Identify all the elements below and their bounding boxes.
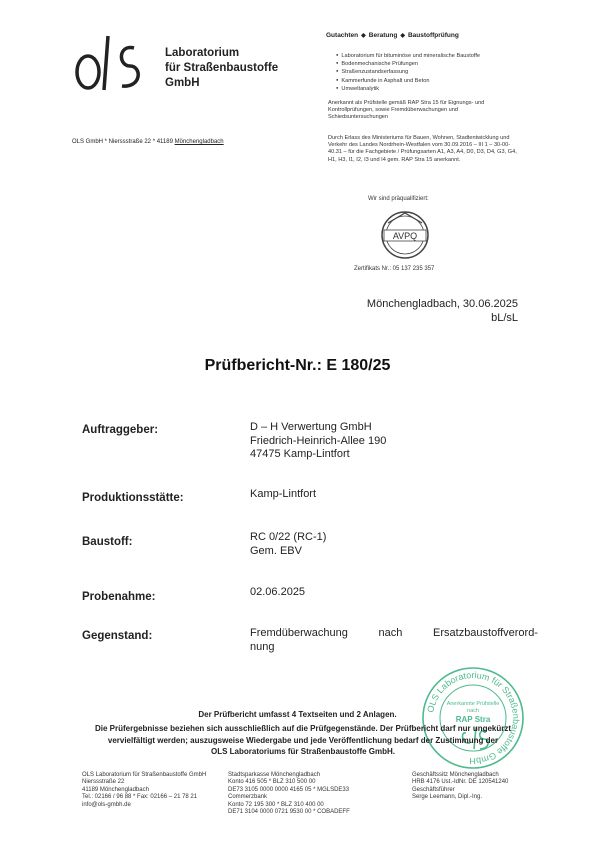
services-line: Gutachten ◆ Beratung ◆ Baustoffprüfung [326,32,459,39]
sender-address-line: OLS GmbH * Nierssstraße 22 * 41189 Mönchengladbach [72,139,224,145]
sampling-value: 02.06.2025 [250,586,306,598]
prequalified-label: Wir sind präqualifiziert: [368,196,429,202]
page-count-note: Der Prüfbericht umfasst 4 Textseiten und 2 Anlagen. [198,710,397,719]
client-address: D – H Verwertung GmbH Friedrich-Heinrich-Allee 190 47475 Kamp-Lintfort [250,421,387,460]
diamond-icon: ◆ [361,33,366,39]
stamp-inner-text: RAP Stra [455,715,491,724]
sampling-label: Probenahme: [82,591,156,603]
list-item: ● Kammerfunde in Asphalt und Beton [336,77,480,85]
ols-logo [74,32,162,94]
diamond-icon: ◆ [400,33,405,39]
footer-bank: Stadtsparkasse Mönchengladbach Konto 416 505 * BLZ 310 500 00 DE73 3105 0000 0000 4165 05 * MGLSDE33 Commerzbank Konto 72 195 300 * BLZ 310 400 00 DE71 3104 0000 0721 9530 00 * COBADEFF [228,772,350,816]
avpq-label: AVPQ [392,231,418,241]
avpq-seal [374,209,436,261]
service-list [336,52,480,93]
production-value: Kamp-Lintfort [250,488,317,500]
accreditation-text: Anerkannt als Prüfstelle gemäß RAP Stra 15 für Eignungs- und Kontrollprüfungen, sowie Fremdüberwachungen und Schiedsuntersuchungen [328,100,485,121]
production-label: Produktionsstätte: [82,492,184,504]
certificate-number: Zertifikats Nr.: 05 137 235 357 [354,266,435,272]
list-item: ● Laboratorium für bituminöse und mineralische Baustoffe [336,52,480,60]
disclaimer-text: Die Prüfergebnisse beziehen sich ausschließlich auf die Prüfgegenstände. Der Prüfbericht darf nur ungekürzt vervielfältigt werden; auszugsweise Wiedergabe und jede Veröffentlichung bedarf der Zustimmung der OLS Laboratoriums für Straßenbaustoffe GmbH. [94,724,512,756]
subject-label: Gegenstand: [82,630,153,642]
footer-address: OLS Laboratorium für Straßenbaustoffe GmbH Nierssstraße 22 41189 Mönchengladbach Tel.: 02166 / 96 88 * Fax: 02166 – 21 78 21 info@ols-gmbh.de [82,772,207,808]
list-item: ● Straßenzustandserfassung [336,68,480,76]
list-item: ● Bodenmechanische Prüfungen [336,60,480,68]
material-label: Baustoff: [82,536,133,548]
stamp-inner-text: Anerkannte Prüfstelle [446,701,500,707]
subject-value: Fremdüberwachung nach Ersatzbaustoffverord- nung [250,627,538,653]
client-label: Auftraggeber: [82,424,159,436]
report-title: Prüfbericht-Nr.: E 180/25 [204,357,391,374]
list-item: ● Umweltanalytik [336,85,480,93]
reference-initials: bL/sL [491,312,518,324]
place-date: Mönchengladbach, 30.06.2025 [366,298,518,310]
material-value: RC 0/22 (RC-1) Gem. EBV [250,531,327,557]
stamp-ring-text: OLS Laboratorium für Straßenbaustoffe GmbH [425,669,522,767]
stamp-inner-text: nach [467,708,479,714]
footer-registry: Geschäftssitz Mönchengladbach HRB 4176 Ust.-IdNr. DE 120541240 Geschäftsführer Serge Leemann, Dipl.-Ing. [412,772,509,801]
ministry-text: Durch Erlass des Ministeriums für Bauen, Wohnen, Stadtentwicklung und Verkehr des Landes Nordrhein-Westfalen vom 30.09.2016 – III 1 – 30-00-40.31 – für die Fachgebiete / Prüfungsarten A1, A3, A4, D0, D3, D4, G3, G4, H1, H3, I1, I2, I3 und I4 gem. RAP Stra 15 anerkannt. [328,135,517,163]
company-name: Laboratorium für Straßenbaustoffe GmbH [165,47,279,89]
